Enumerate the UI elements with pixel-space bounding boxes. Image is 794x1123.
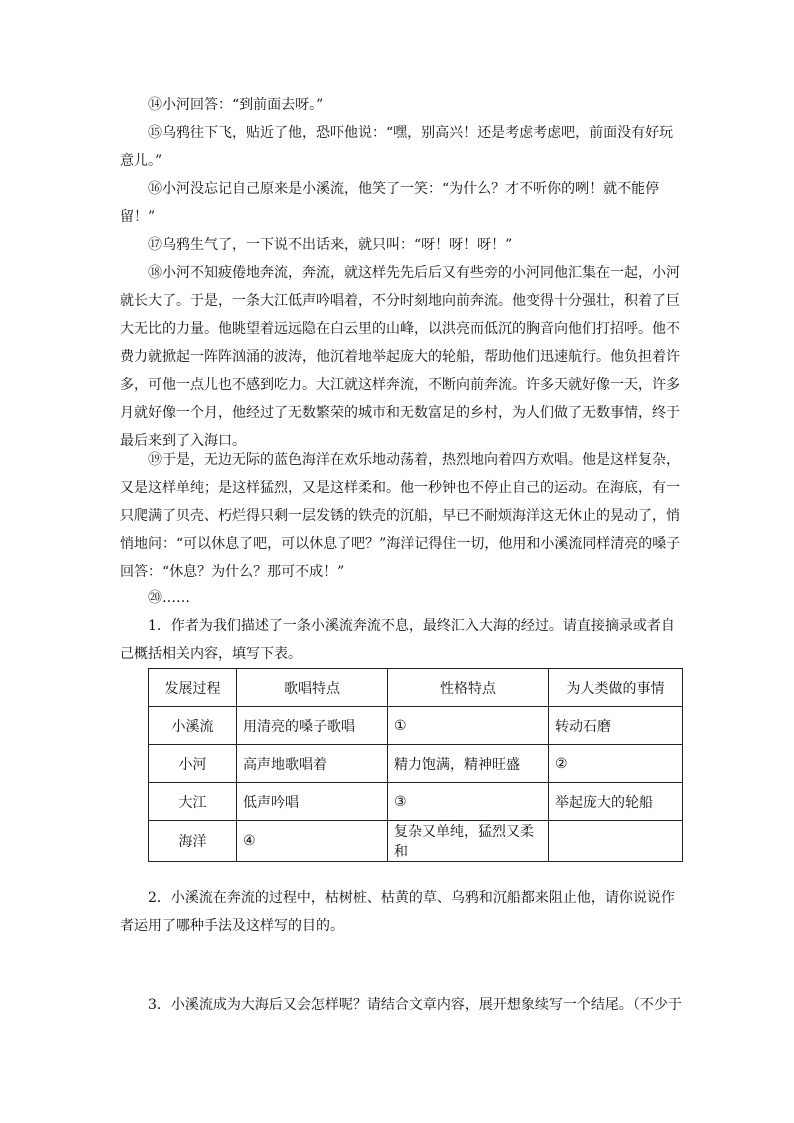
table-row (149, 783, 683, 821)
table-header-cell: 发展过程 (149, 669, 237, 707)
table-header-cell: 歌唱特点 (237, 669, 388, 707)
paragraph-20: ⑳…… (148, 590, 190, 606)
table-cell: ② (549, 745, 683, 783)
table-cell: 低声吟唱 (237, 783, 388, 821)
table-cell: 海洋 (149, 821, 237, 862)
table-cell: 大江 (149, 783, 237, 821)
table-row (149, 707, 683, 745)
paragraph-16: ⑯小河没忘记自己原来是小溪流，他笑了一笑：“为什么？才不听你的咧！就不能停留！” (120, 181, 660, 225)
table-row (149, 745, 683, 783)
table-cell: 高声地歌唱着 (237, 745, 388, 783)
table-cell: 小溪流 (149, 707, 237, 745)
table-header-row (149, 669, 683, 707)
table-cell: 小河 (149, 745, 237, 783)
table-cell (549, 821, 683, 862)
table-header-cell: 为人类做的事情 (549, 669, 683, 707)
table-cell: 精力饱满，精神旺盛 (388, 745, 549, 783)
paragraph-18: ⑱小河不知疲倦地奔流，奔流，就这样先先后后又有些旁的小河同他汇集在一起，小河就长大了。于是，一条大江低声吟唱着，不分时刻地向前奔流。他变得十分强壮，积着了巨大无比的力量。他眺望着远远隐在白云里的山峰，以洪亮而低沉的胸音向他们打招呼。他不费力就掀起一阵阵汹涌的波涛，他沉着地举起庞大的轮船，帮助他们迅速航行。他负担着许多，可他一点儿也不感到吃力。大江就这样奔流，不断向前奔流。许多天就好像一天，许多月就好像一个月，他经过了无数繁荣的城市和无数富足的乡村，为人们做了无数事情，终于最后来到了入海口。 (120, 265, 680, 449)
paragraph-15: ⑮乌鸦往下飞，贴近了他，恐吓他说：“嘿，别高兴！还是考虑考虑吧，前面没有好玩意儿。” (120, 125, 674, 169)
paragraph-19: ⑲于是，无边无际的蓝色海洋在欢乐地动荡着，热烈地向着四方欢唱。他是这样复杂，又是这样单纯；是这样猛烈，又是这样柔和。他一秒钟也不停止自己的运动。在海底，有一只爬满了贝壳、朽烂得只剩一层发锈的铁壳的沉船，早已不耐烦海洋这无休止的晃动了，悄悄地问：“可以休息了吧，可以休息了吧？”海洋记得住一切，他用和小溪流同样清亮的嗓子回答：“休息？为什么？那可不成！” (120, 452, 681, 580)
table-cell: 复杂又单纯，猛烈又柔和 (388, 821, 549, 862)
paragraph-14: ⑭小河回答：“到前面去呀。” (148, 97, 324, 113)
question-3: 3．小溪流成为大海后又会怎样呢？请结合文章内容，展开想象续写一个结尾。（不少于 (148, 997, 682, 1013)
table-header-cell: 性格特点 (388, 669, 549, 707)
paragraph-17: ⑰乌鸦生气了，一下说不出话来，就只叫：“呀！呀！呀！” (148, 237, 513, 253)
table-row (149, 821, 683, 862)
table-cell: ④ (237, 821, 388, 862)
question-2: 2．小溪流在奔流的过程中，枯树桩、枯黄的草、乌鸦和沉船都来阻止他，请你说说作者运用了哪种手法及这样写的目的。 (120, 890, 675, 934)
table-cell: 转动石磨 (549, 707, 683, 745)
table-cell: ① (388, 707, 549, 745)
development-table (148, 668, 683, 862)
table-cell: 用清亮的嗓子歌唱 (237, 707, 388, 745)
table-cell: 举起庞大的轮船 (549, 783, 683, 821)
table-cell: ③ (388, 783, 549, 821)
question-1: 1．作者为我们描述了一条小溪流奔流不息，最终汇入大海的经过。请直接摘录或者自己概括相关内容，填写下表。 (120, 618, 675, 662)
